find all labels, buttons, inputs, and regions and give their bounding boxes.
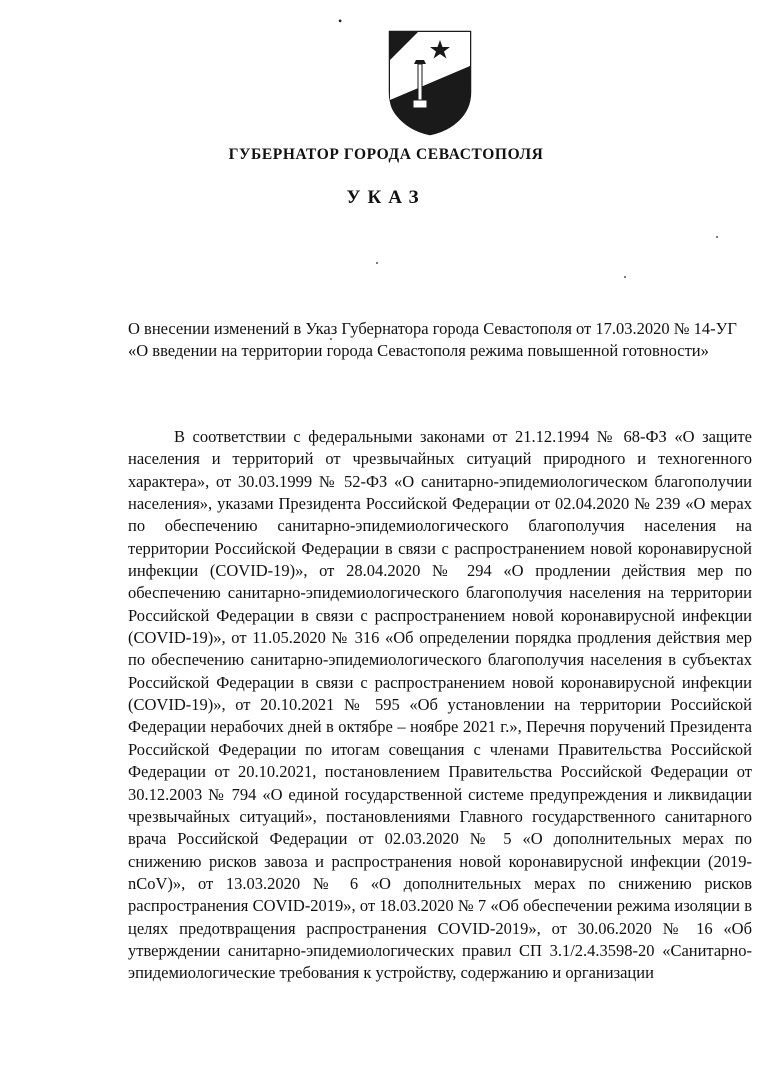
decree-body — [128, 426, 752, 985]
sevastopol-coat-of-arms — [388, 30, 472, 136]
issuer-title: ГУБЕРНАТОР ГОРОДА СЕВАСТОПОЛЯ — [228, 146, 544, 163]
scan-speck — [330, 338, 332, 340]
document-type: УКАЗ — [346, 187, 426, 208]
decree-body-text: В соответствии с федеральными законами от 21.12.1994 № 68-ФЗ «О защите населения и территорий от чрезвычайных ситуаций природного и техногенного характера», от 30.03.1999 № 52-ФЗ «О санитарно-эпидемиологическом благополучии населения», указами Президента Российской Федерации от 02.04.2020 № 239 «О мерах по обеспечению санитарно-эпидемиологического благополучия населения на территории Российской Федерации в связи с распространением новой коронавирусной инфекции (COVID-19)», от 28.04.2020 № 294 «О продлении действия мер по обеспечению санитарно-эпидемиологического благополучия населения на территории Российской Федерации в связи с распространением новой коронавирусной инфекции (COVID-19)», от 11.05.2020 № 316 «Об определении порядка продления действия мер по обеспечению санитарно-эпидемиологического благополучия населения в субъектах Российской Федерации в связи с распространением новой коронавирусной инфекции (COVID-19)», от 20.10.2021 № 595 «Об установлении на территории Российской Федерации нерабочих дней в октябре – ноябре 2021 г.», Перечня поручений Президента Российской Федерации по итогам совещания с членами Правительства Российской Федерации от 20.10.2021, постановлением Правительства Российской Федерации от 30.12.2003 № 794 «О единой государственной системе предупреждения и ликвидации чрезвычайных ситуаций», постановлениями Главного государственного санитарного врача Российской Федерации от 02.03.2020 № 5 «О дополнительных мерах по снижению рисков завоза и распространения новой коронавирусной инфекции (2019-nCoV)», от 13.03.2020 № 6 «О дополнительных мерах по снижению рисков распространения COVID-2019», от 18.03.2020 № 7 «Об обеспечении режима изоляции в целях предотвращения распространения COVID-2019», от 30.06.2020 № 16 «Об утверждении санитарно-эпидемиологических правил СП 3.1/2.4.3598-20 «Санитарно-эпидемиологические требования к устройству, содержанию и организации — [128, 427, 752, 983]
decree-subject: О внесении изменений в Указ Губернатора города Севастополя от 17.03.2020 № 14-УГ «О введении на территории города Севастополя режима повышенной готовности» — [128, 319, 737, 360]
scan-speck — [624, 276, 626, 278]
scan-speck — [376, 262, 378, 264]
scan-speck — [716, 236, 718, 238]
scan-mark: • — [338, 14, 343, 28]
